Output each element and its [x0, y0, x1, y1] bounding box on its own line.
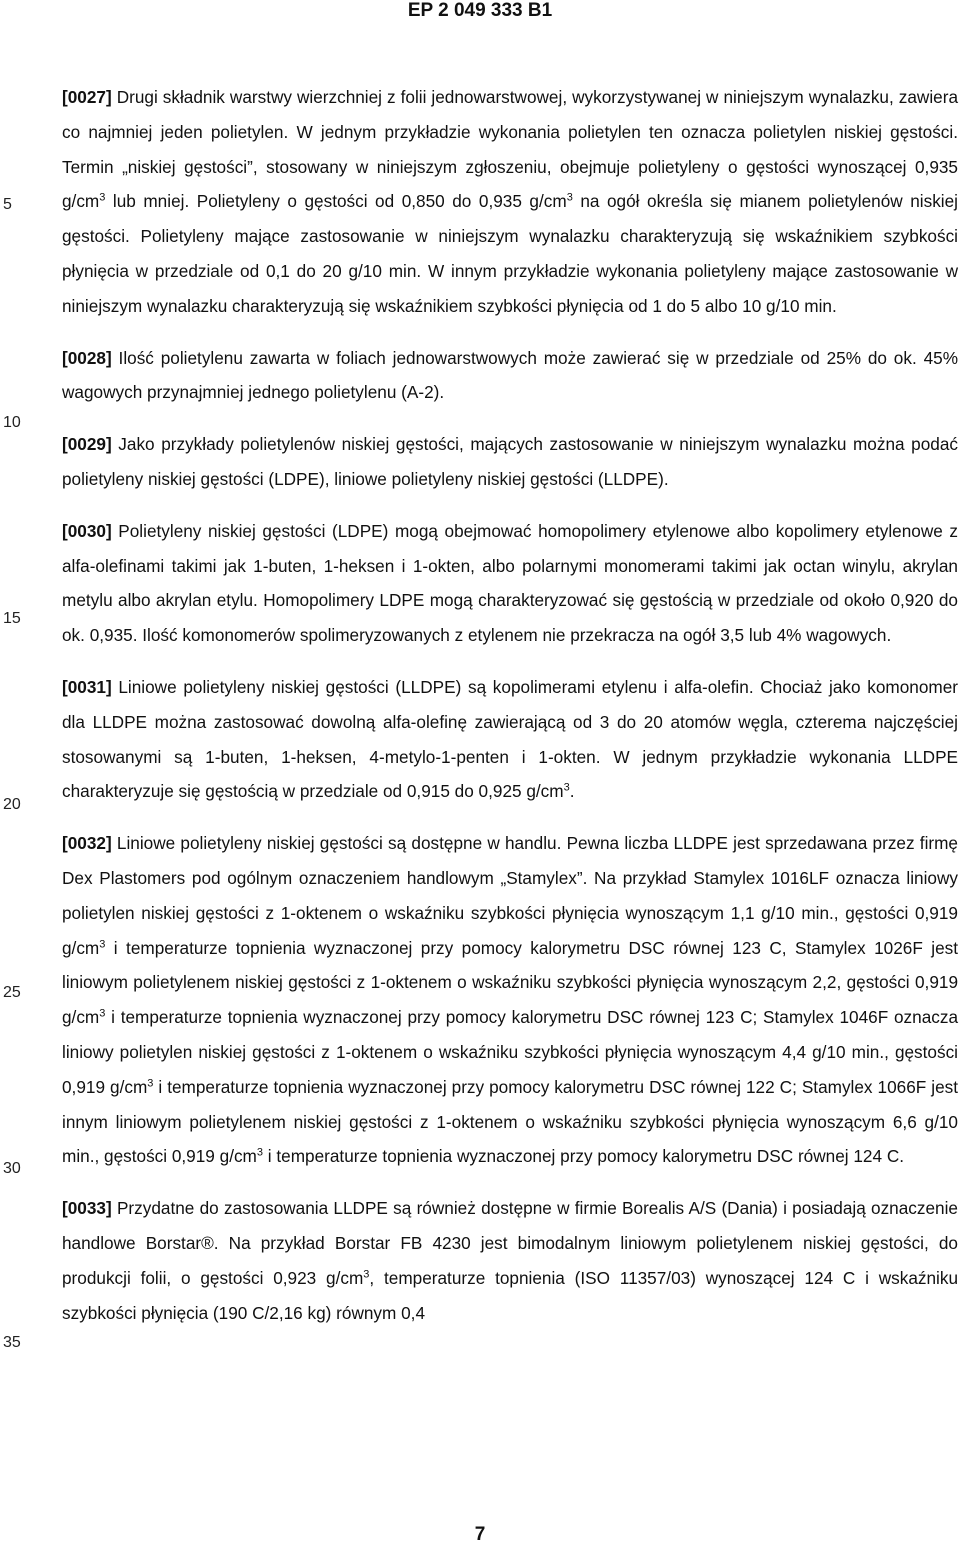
superscript: 3	[147, 1076, 154, 1089]
page-number: 7	[474, 1524, 486, 1545]
line-number: 30	[3, 1160, 21, 1177]
paragraph-number: [0027]	[62, 87, 112, 107]
paragraph-text: Ilość polietylenu zawarta w foliach jednowarstwowych może zawierać się w przedziale od 25% do ok. 45% wagowych przynajmniej jednego polietylenu (A-2).	[62, 347, 958, 403]
superscript: 3	[99, 937, 106, 950]
patent-number-header: EP 2 049 333 B1	[407, 0, 553, 21]
paragraph-text: Jako przykłady polietylenów niskiej gęstości, mających zastosowanie w niniejszym wynalazku można podać polietyleny niskiej gęstości (LDPE), liniowe polietyleny niskiej gęstości (LLDPE).	[62, 434, 958, 489]
paragraph	[62, 80, 958, 324]
paragraph-number: [0032]	[62, 833, 112, 854]
superscript: 3	[99, 191, 106, 204]
document-body	[62, 80, 958, 1347]
paragraph-number: [0033]	[62, 1198, 112, 1219]
line-number-margin	[0, 0, 40, 1548]
line-number: 20	[3, 796, 21, 813]
paragraph	[62, 826, 958, 1174]
paragraph	[62, 427, 958, 497]
paragraph	[62, 514, 958, 653]
line-number: 25	[3, 984, 21, 1001]
paragraph-text: Polietyleny niskiej gęstości (LDPE) mogą obejmować homopolimery etylenowe albo kopolimery etylenowe z alfa-olefinami takimi jak 1-buten, 1-heksen i 1-okten, albo polarnymi monomerami takimi jak octan winylu, akrylan metylu albo akrylan etylu. Homopolimery LDPE mogą charakteryzować się gęstością w przedziale od około 0,920 do ok. 0,935. Ilość komonomerów spolimeryzowanych z etylenem nie przekracza na ogół 3,5 lub 4% wagowych.	[62, 520, 958, 646]
paragraph-text: i temperaturze topnienia wyznaczonej przy pomocy kalorymetru DSC równej 123 C; Stamylex 1046F oznacza liniowy polietylen niskiej gęstości z 1-oktenem o wskaźniku szybkości płynięcia wynoszącym 4,4 g/10 min., gęstości 0,919 g/cm	[62, 1007, 958, 1097]
superscript: 3	[99, 1007, 106, 1020]
paragraph-text: i temperaturze topnienia wyznaczonej przy pomocy kalorymetru DSC równej 123 C, Stamylex 1026F jest liniowym polietylenem niskiej gęstości z 1-oktenem o wskaźniku szybkości płynięcia wynoszącym 2,2, gęstości 0,919 g/cm	[62, 937, 958, 1028]
paragraph	[62, 670, 958, 809]
line-number: 5	[3, 196, 12, 213]
line-number: 10	[3, 414, 21, 431]
paragraph-text: .	[569, 781, 575, 802]
paragraph	[62, 1191, 958, 1330]
paragraph	[62, 341, 958, 411]
paragraph-number: [0029]	[62, 434, 112, 455]
paragraph-text: na ogół określa się mianem polietylenów niskiej gęstości. Polietyleny mające zastosowanie w niniejszym wynalazku charakteryzują się wskaźnikiem szybkości płynięcia w przedziale od 0,1 do 20 g/10 min. W innym przykładzie wykonania polietyleny mające zastosowanie w niniejszym wynalazku charakteryzują się wskaźnikiem szybkości płynięcia od 1 do 5 albo 10 g/10 min.	[62, 191, 958, 316]
line-number: 35	[3, 1334, 21, 1351]
paragraph-number: [0030]	[62, 520, 112, 541]
superscript: 3	[256, 1146, 264, 1159]
paragraph-text: Liniowe polietyleny niskiej gęstości (LLDPE) są kopolimerami etylenu i alfa-olefin. Chociaż jako komonomer dla LLDPE można zastosować dowolną alfa-olefinę zawierającą od 3 do 20 atomów węgla, czterema najczęściej stosowanymi są 1-buten, 1-heksen, 4-metylo-1-penten i 1-okten. W jednym przykładzie wykonania LLDPE charakteryzuje się gęstością w przedziale od 0,915 do 0,925 g/cm	[62, 676, 958, 802]
paragraph-number: [0031]	[62, 676, 112, 697]
superscript: 3	[363, 1267, 370, 1280]
paragraph-text: Przydatne do zastosowania LLDPE są również dostępne w firmie Borealis A/S (Dania) i posiadają oznaczenie handlowe Borstar®. Na przykład Borstar FB 4230 jest bimodalnym liniowym polietylenem niskiej gęstości, do produkcji folii, o gęstości 0,923 g/cm	[62, 1198, 958, 1288]
superscript: 3	[563, 781, 570, 794]
paragraph-text: i temperaturze topnienia wyznaczonej przy pomocy kalorymetru DSC równej 124 C.	[263, 1146, 905, 1167]
line-number: 15	[3, 610, 21, 627]
paragraph-text: , temperaturze topnienia (ISO 11357/03) wynoszącej 124 C i wskaźniku szybkości płynięcia (190 C/2,16 kg) równym 0,4	[62, 1267, 959, 1323]
paragraph-text: Liniowe polietyleny niskiej gęstości są dostępne w handlu. Pewna liczba LLDPE jest sprzedawana przez firmę Dex Plastomers pod ogólnym oznaczeniem handlowym „Stamylex”. Na przykład Stamylex 1016LF oznacza liniowy polietylen niskiej gęstości z 1-oktenem o wskaźniku szybkości płynięcia wynoszącym 1,1 g/10 min., gęstości 0,919 g/cm	[62, 833, 958, 958]
superscript: 3	[566, 191, 573, 204]
paragraph-number: [0028]	[62, 347, 112, 368]
paragraph-text: lub mniej. Polietyleny o gęstości od 0,850 do 0,935 g/cm	[105, 191, 567, 212]
paragraph-text: Drugi składnik warstwy wierzchniej z folii jednowarstwowej, wykorzystywanej w niniejszym wynalazku, zawiera co najmniej jeden polietylen. W jednym przykładzie wykonania polietylen ten oznacza polietylen niskiej gęstości. Termin „niskiej gęstości”, stosowany w niniejszym zgłoszeniu, obejmuje polietyleny o gęstości wynoszącej 0,935 g/cm	[62, 87, 958, 212]
paragraph-text: i temperaturze topnienia wyznaczonej przy pomocy kalorymetru DSC równej 122 C; Stamylex 1066F jest innym liniowym polietylenem niskiej gęstości z 1-oktenem o wskaźniku szybkości płynięcia wynoszącym 6,6 g/10 min., gęstości 0,919 g/cm	[62, 1076, 959, 1167]
